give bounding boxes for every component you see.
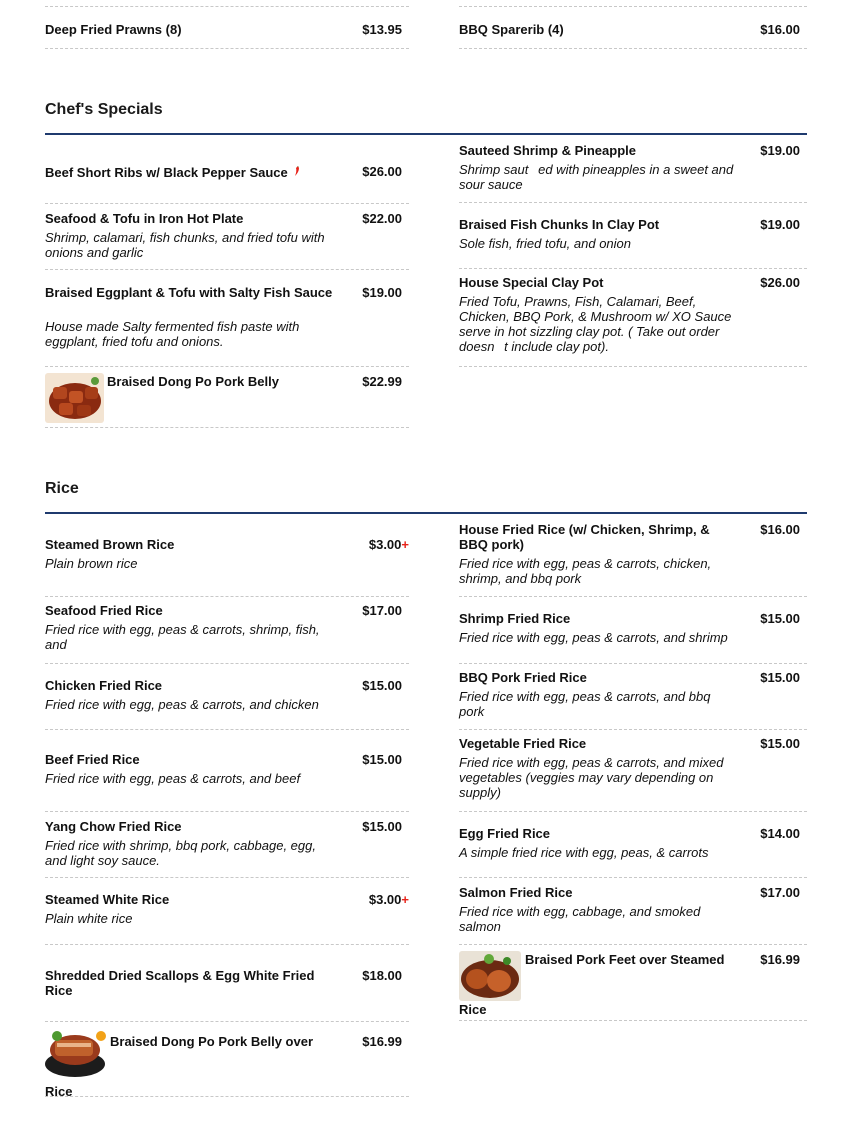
- item-price: $26.00: [760, 275, 800, 290]
- menu-item[interactable]: [45, 7, 409, 49]
- menu-item[interactable]: [45, 730, 409, 812]
- pork-belly-rice-photo: [45, 1028, 107, 1078]
- item-description: Fried rice with egg, peas & carrots, and mixed vegetables (veggies may vary depending on supply): [459, 755, 724, 800]
- item-price: $15.00: [760, 736, 800, 751]
- item-description: Fried rice with shrimp, bbq pork, cabbage, egg, and light soy sauce.: [45, 838, 316, 868]
- item-price: $22.99: [362, 374, 402, 389]
- item-description: Fried rice with egg, cabbage, and smoked salmon: [459, 904, 701, 934]
- item-name: Seafood & Tofu in Iron Hot Plate: [45, 211, 244, 226]
- menu-column-left: [45, 515, 409, 1097]
- item-name: Egg Fried Rice: [459, 826, 551, 841]
- item-description: Fried rice with egg, peas & carrots, and beef: [45, 771, 301, 786]
- item-price: $3.00+: [368, 892, 409, 907]
- item-description: Fried rice with egg, peas & carrots, and bbq pork: [459, 689, 711, 719]
- menu-item[interactable]: [45, 664, 409, 730]
- pork-belly-photo: [45, 373, 104, 423]
- item-description: Fried rice with egg, peas & carrots, shrimp, fish, and: [45, 622, 320, 652]
- menu-item[interactable]: [459, 136, 807, 203]
- item-price: $3.00+: [368, 537, 409, 552]
- menu-item[interactable]: [459, 878, 807, 945]
- item-description: Plain brown rice: [45, 556, 138, 571]
- menu-item[interactable]: [459, 597, 807, 664]
- item-description: A simple fried rice with egg, peas, & carrots: [459, 845, 709, 860]
- item-name: Braised Eggplant & Tofu with Salty Fish Sauce: [45, 285, 333, 300]
- section-title: Rice: [45, 480, 79, 497]
- item-price: $26.00: [362, 164, 402, 179]
- item-name: Steamed Brown Rice: [45, 537, 175, 552]
- item-price: $17.00: [760, 885, 800, 900]
- item-price: $13.95: [362, 22, 402, 37]
- item-name: Steamed White Rice: [45, 892, 170, 907]
- menu-column-right: [459, 136, 807, 367]
- item-description: Fried rice with egg, peas & carrots, and shrimp: [459, 630, 728, 645]
- section-title: Chef's Specials: [45, 101, 163, 118]
- item-description: Sole fish, fried tofu, and onion: [459, 236, 632, 251]
- item-name: Braised Fish Chunks In Clay Pot: [459, 217, 660, 232]
- item-price: $15.00: [362, 819, 402, 834]
- item-price: $19.00: [362, 285, 402, 300]
- menu-item[interactable]: [459, 7, 807, 49]
- menu-item[interactable]: [459, 664, 807, 730]
- item-description: Fried rice with egg, peas & carrots, and chicken: [45, 697, 319, 712]
- pork-feet-photo: [459, 951, 521, 1001]
- item-description: Shrimp, calamari, fish chunks, and fried tofu with onions and garlic: [45, 230, 325, 260]
- chili-pepper-icon: [294, 164, 300, 179]
- item-name: Shredded Dried Scallops & Egg White Fried Rice: [45, 968, 315, 998]
- menu-item[interactable]: [45, 367, 409, 428]
- item-name-continued: Rice: [459, 1002, 487, 1017]
- section-rule: [45, 133, 807, 135]
- item-price: $16.00: [760, 22, 800, 37]
- item-name: Yang Chow Fried Rice: [45, 819, 182, 834]
- item-name: Braised Dong Po Pork Belly over: [110, 1034, 314, 1049]
- menu-item[interactable]: [459, 730, 807, 812]
- item-price: $14.00: [760, 826, 800, 841]
- item-name: Beef Short Ribs w/ Black Pepper Sauce: [45, 164, 345, 180]
- item-name: Beef Fried Rice: [45, 752, 140, 767]
- item-description: Shrimp saut ed with pineapples in a sweet and sour sauce: [459, 162, 734, 192]
- menu-item[interactable]: [459, 515, 807, 597]
- item-price: $19.00: [760, 143, 800, 158]
- item-name: Chicken Fried Rice: [45, 678, 163, 693]
- menu-item[interactable]: [45, 136, 409, 204]
- menu-item[interactable]: [459, 812, 807, 878]
- item-name: Sauteed Shrimp & Pineapple: [459, 143, 636, 158]
- item-name: Braised Dong Po Pork Belly: [107, 374, 279, 389]
- menu-column-left: [45, 7, 409, 49]
- menu-item[interactable]: [459, 269, 807, 367]
- menu-item[interactable]: [45, 270, 409, 367]
- item-price: $16.99: [760, 952, 800, 967]
- item-price: $15.00: [760, 611, 800, 626]
- menu-item[interactable]: [45, 812, 409, 878]
- item-name: Braised Pork Feet over Steamed: [525, 952, 725, 967]
- section-rule: [45, 512, 807, 514]
- item-name-continued: Rice: [45, 1084, 73, 1099]
- item-description: House made Salty fermented fish paste with eggplant, fried tofu and onions.: [45, 319, 300, 349]
- item-name: Deep Fried Prawns (8): [45, 22, 182, 37]
- item-name: Seafood Fried Rice: [45, 603, 163, 618]
- menu-item[interactable]: [459, 203, 807, 269]
- menu-item[interactable]: [45, 878, 409, 945]
- item-price: $16.00: [760, 522, 800, 537]
- menu-item[interactable]: [45, 204, 409, 270]
- item-price: $15.00: [362, 678, 402, 693]
- item-price: $17.00: [362, 603, 402, 618]
- item-price: $18.00: [362, 968, 402, 983]
- item-price: $15.00: [760, 670, 800, 685]
- item-description: Plain white rice: [45, 911, 133, 926]
- menu-column-right: [459, 7, 807, 49]
- item-name: Salmon Fried Rice: [459, 885, 573, 900]
- menu-item[interactable]: [45, 945, 409, 1022]
- menu-item[interactable]: [45, 1022, 409, 1097]
- menu-column-left: [45, 136, 409, 428]
- item-name: Shrimp Fried Rice: [459, 611, 571, 626]
- item-name: Vegetable Fried Rice: [459, 736, 587, 751]
- menu-item[interactable]: [45, 515, 409, 597]
- item-name: BBQ Pork Fried Rice: [459, 670, 587, 685]
- menu-item[interactable]: [459, 945, 807, 1021]
- item-price: $15.00: [362, 752, 402, 767]
- item-name: House Fried Rice (w/ Chicken, Shrimp, & BBQ pork): [459, 522, 710, 552]
- item-name: House Special Clay Pot: [459, 275, 604, 290]
- item-description: Fried Tofu, Prawns, Fish, Calamari, Beef, Chicken, BBQ Pork, & Mushroom w/ XO Sauce serve in hot sizzling clay pot. ( Take out order doesn t include clay pot).: [459, 294, 732, 354]
- item-price: $16.99: [362, 1034, 402, 1049]
- item-price: $19.00: [760, 217, 800, 232]
- item-price: $22.00: [362, 211, 402, 226]
- menu-column-right: [459, 515, 807, 1021]
- item-description: Fried rice with egg, peas & carrots, chicken, shrimp, and bbq pork: [459, 556, 712, 586]
- item-name: BBQ Sparerib (4): [459, 22, 564, 37]
- menu-item[interactable]: [45, 597, 409, 664]
